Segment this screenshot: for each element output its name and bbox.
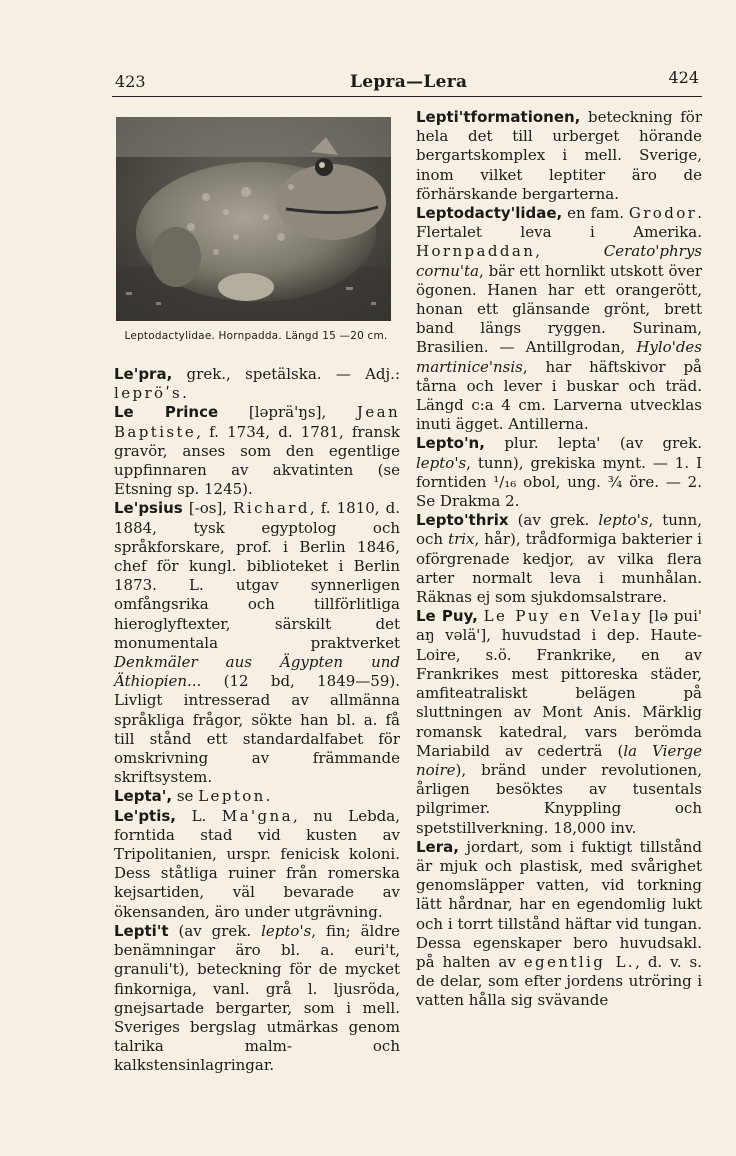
headword: Lepti'tformationen, bbox=[416, 108, 581, 126]
entry-le-prince bbox=[114, 403, 400, 499]
entry-leptothrix bbox=[416, 511, 702, 607]
entry-text: , fin; äldre benämningar äro bl. a. euri't, granuli't), beteckning för de mycket finkorniga, vanl. grå l. ljusröda, gnejsartade bergarter, som i mell. Sveriges bergslag utmärkas genom talrika malm- och kalkstensinlagringar. bbox=[114, 921, 400, 1075]
entry-lepton bbox=[416, 434, 702, 511]
italic-term: lepto's bbox=[416, 453, 467, 472]
entry-text: , d. v. s. de delar, som efter jordens utröring i vatten hålla sig svävande bbox=[416, 952, 703, 1010]
entry-lepra bbox=[114, 365, 400, 403]
headword: Lepti't bbox=[114, 921, 169, 940]
spaced-term: egentlig L. bbox=[523, 952, 636, 971]
entry-text: (12 bd, 1849—59). Livligt intresserad av allmänna språkliga frågor, sökte han bl. a. få till stånd ett standardalfabet för omskrivning av främmande skriftsystem. bbox=[114, 672, 400, 787]
italic-term: Cerato'phrys cornu'ta bbox=[416, 242, 702, 280]
entry-le-puy bbox=[416, 607, 702, 837]
italic-term: lepto's bbox=[261, 921, 312, 940]
italic-term: la Vierge noire bbox=[416, 741, 702, 779]
spaced-term: lepröʹs bbox=[114, 384, 183, 403]
headword: Lera, bbox=[416, 837, 459, 856]
italic-title: Denkmäler aus Ägypten und Äthiopien... bbox=[114, 653, 400, 691]
entry-leptitformationen bbox=[416, 108, 702, 204]
headword: Lepta', bbox=[114, 787, 173, 806]
entry-text: [ləprä'ŋs], bbox=[218, 403, 357, 422]
headword: Le'psius bbox=[114, 499, 183, 518]
italic-term: lepto's bbox=[598, 511, 649, 530]
page-number-right: 424 bbox=[668, 68, 699, 87]
page-header bbox=[112, 68, 702, 97]
running-title: Lepra—Lera bbox=[350, 72, 468, 92]
entry-leptis bbox=[114, 807, 400, 922]
spaced-term: Le Puy en Velay bbox=[483, 607, 643, 626]
entry-text: , bär ett hornlikt utskott över ögonen. Hanen har ett orangerött, honan ett glänsande grönt, brett band längs ryggen. Surinam, Brasilien. — Antillgrodan, bbox=[416, 261, 702, 357]
entry-text: [-os], bbox=[182, 499, 234, 518]
entry-text: , nu Lebda, forntida stad vid kusten av Tripolitanien, urspr. fenicisk koloni. Dess ståtliga ruiner från romerska kejsartiden, väl bevarade av ökensanden, äro under utgrävning. bbox=[114, 806, 400, 921]
entry-text: , tunn, och bbox=[416, 511, 702, 549]
left-column bbox=[114, 365, 400, 1076]
spaced-term: Grodor bbox=[628, 204, 698, 223]
headword: Lepto'thrix bbox=[416, 511, 509, 530]
figure-caption: Leptodactylidae. Hornpadda. Längd 15 —20 cm. bbox=[124, 330, 388, 342]
spaced-term: Ma'gna bbox=[221, 806, 293, 825]
right-column bbox=[416, 108, 702, 1011]
entry-text: , f. 1734, d. 1781, fransk gravör, anses som den egentlige uppfinnaren av akvatinten (se Etsning sp. 1245). bbox=[114, 422, 400, 499]
entry-text: ), bränd under revolutionen, årligen besöktes av tusentals pilgrimer. Knyppling och spetstillverkning. 18,000 inv. bbox=[416, 760, 702, 837]
toad-photo-icon bbox=[116, 117, 391, 321]
headword: Leptodacty'lidae, bbox=[416, 204, 563, 223]
entry-lepsius bbox=[114, 499, 400, 787]
entry-text: , tunn), grekiska mynt. — 1. I forntiden ¹/₁₆ obol, ung. ¾ öre. — 2. Se Drakma 2. bbox=[416, 453, 702, 511]
entry-text: , f. 1810, d. 1884, tysk egyptolog och språkforskare, prof. i Berlin 1846, chef för kungl. biblioteket i Berlin 1873. L. utgav synnerligen omfångsrika och tillförlitliga hieroglyftexter, särskilt det monumentala praktverket bbox=[114, 499, 401, 652]
spaced-term: Lepton bbox=[198, 787, 266, 806]
spaced-term: Richard bbox=[233, 499, 310, 518]
italic-term: Hylo'des martinice'nsis bbox=[416, 338, 702, 376]
entry-leptit bbox=[114, 922, 400, 1076]
entry-text: . bbox=[265, 787, 271, 806]
entry-text: L. bbox=[176, 806, 222, 825]
spaced-term: Hornpaddan bbox=[416, 242, 536, 261]
entry-text: , hår), trådformiga bakterier i oförgrenade kedjor, av vilka flera arter normalt leva i munhålan. Räknas ej som sjukdomsalstrare. bbox=[416, 530, 702, 607]
entry-text: jordart, som i fuktigt tillstånd är mjuk och plastisk, med svårighet genomsläpper vatten, vid torkning lätt hårdnar, har en egendomlig lukt och i torrt tillstånd häftar vid tungan. Dessa egenskaper bero huvudsakl. på halten av bbox=[416, 837, 702, 971]
headword: Le Puy, bbox=[416, 607, 478, 626]
entry-text: , bbox=[535, 242, 604, 261]
entry-lera bbox=[416, 838, 702, 1011]
entry-lepta bbox=[114, 787, 400, 806]
entry-text: (av grek. bbox=[168, 921, 262, 940]
toad-photo bbox=[116, 117, 391, 321]
entry-text: . Flertalet leva i Amerika. bbox=[416, 204, 702, 242]
italic-term: trix bbox=[448, 530, 475, 549]
entry-text: , har häftskivor på tårna och lever i buskar och träd. Längd c:a 4 cm. Larverna utvecklas inuti ägget. Antillerna. bbox=[416, 357, 702, 434]
entry-text: . bbox=[182, 384, 187, 403]
spaced-term: Jean Baptiste bbox=[114, 403, 400, 441]
headword: Lepto'n, bbox=[416, 434, 485, 453]
entry-text: grek., spetälska. — Adj.: bbox=[172, 365, 400, 383]
entry-text: se bbox=[172, 787, 199, 806]
headword: Le Prince bbox=[114, 403, 219, 422]
entry-text: (av grek. bbox=[508, 511, 599, 530]
headword: Le'pra, bbox=[114, 365, 173, 383]
entry-leptodactylidae bbox=[416, 204, 702, 434]
headword: Le'ptis, bbox=[114, 806, 176, 825]
entry-text: [lə pui' aŋ vəlä'], huvudstad i dep. Haute-Loire, s.ö. Frankrike, en av Frankrikes mest pittoreska städer, amfiteatraliskt belägen på sluttningen av Mont Anis. Märklig romansk katedral, vars berömda Mariabild av cederträ ( bbox=[416, 607, 702, 760]
page-number-left: 423 bbox=[115, 72, 146, 91]
entry-text: en fam. bbox=[562, 204, 629, 223]
entry-text: beteckning för hela det till urberget hörande bergartskomplex i mell. Sverige, inom vilket leptiter äro de förhärskande bergarterna. bbox=[416, 108, 702, 203]
entry-text: plur. lepta' (av grek. bbox=[484, 434, 702, 453]
